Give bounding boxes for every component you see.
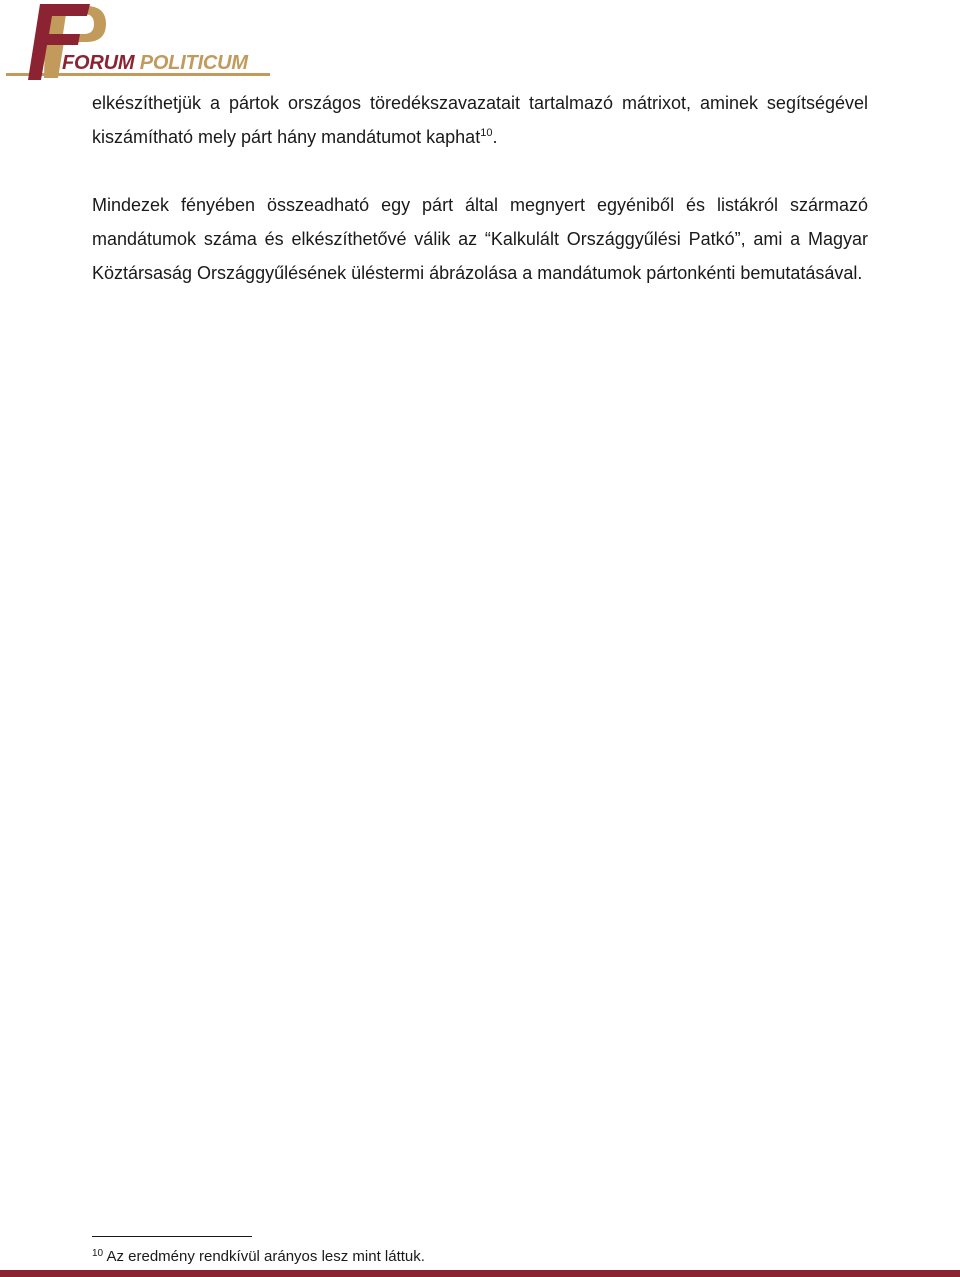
page-bottom-bar (0, 1270, 960, 1277)
footnote-number: 10 (92, 1248, 104, 1259)
logo-word-forum: FORUM (62, 52, 135, 74)
footnote-reference[interactable]: 10 (480, 127, 493, 139)
footnote (92, 1248, 425, 1266)
paragraph-1 (92, 86, 868, 154)
forum-politicum-logo (0, 0, 280, 84)
logo-wordmark (62, 52, 248, 75)
paragraph-1-text: elkészíthetjük a pártok országos töredékszavazatait tartalmazó mátrixot, aminek segítségével kiszámítható mely párt hány mandátumot kaphat (92, 93, 868, 147)
paragraph-2: Mindezek fényében összeadható egy párt által megnyert egyéniből és listákról származó mandátumok száma és elkészíthetővé válik az “Kalkulált Országgyűlési Patkó”, ami a Magyar Köztársaság Országgyűlésének üléstermi ábrázolása a mandátumok pártonkénti bemutatásával. (92, 195, 868, 283)
footnote-divider (92, 1236, 252, 1237)
logo-word-politicum: POLITICUM (139, 52, 248, 74)
paragraph-1-end: . (492, 127, 498, 147)
footnote-text: Az eredmény rendkívül arányos lesz mint láttuk. (103, 1248, 425, 1265)
